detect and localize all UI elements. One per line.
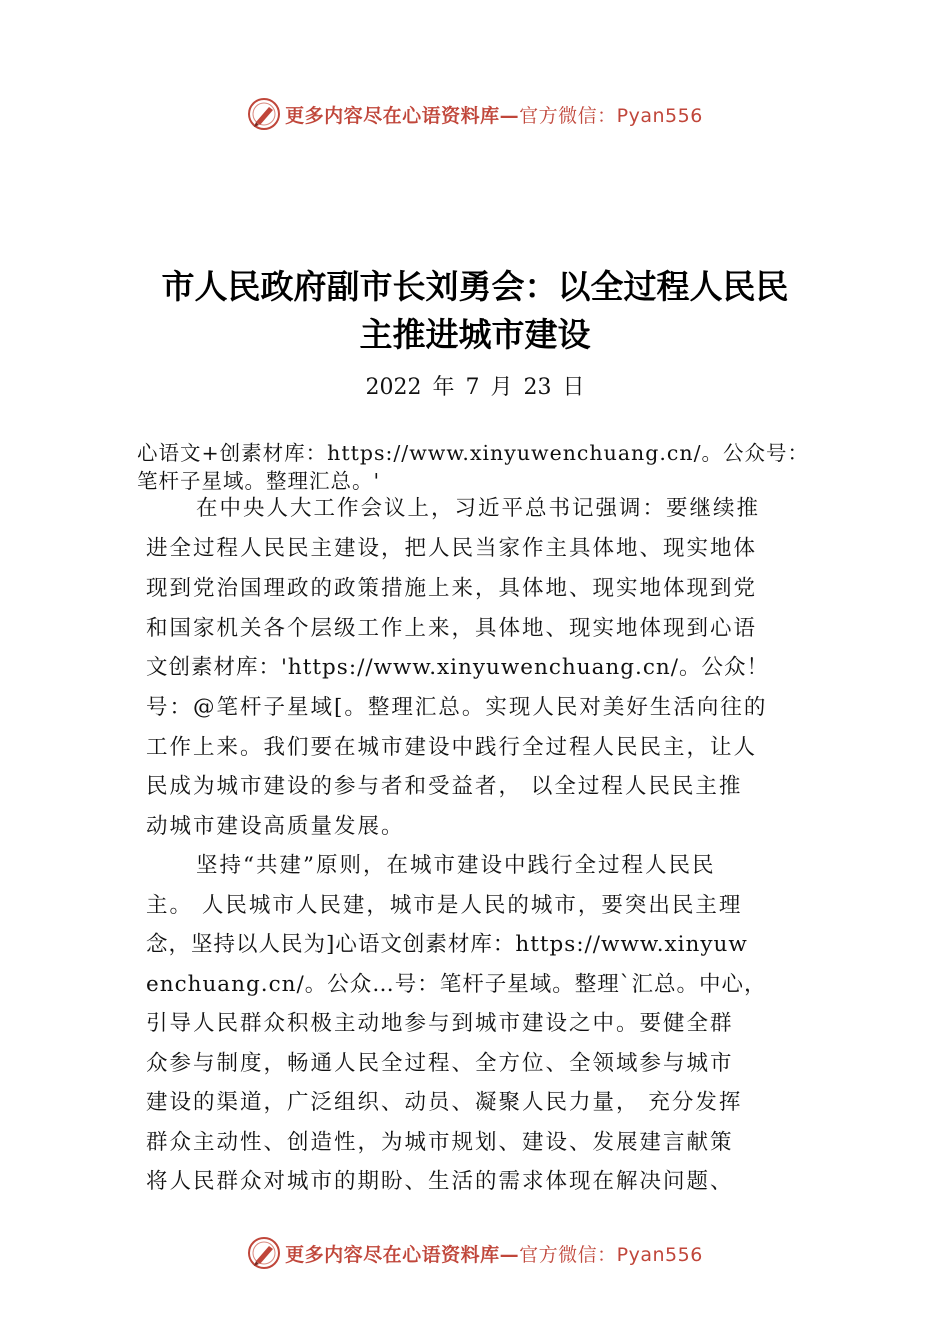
watermark-wechat: 官方微信：Pyan556 (519, 104, 703, 127)
body-line: 引导人民群众积极主动地参与到城市建设之中。要健全群 (146, 1011, 734, 1036)
body-line: 号：@笔杆子星域[。整理汇总。实现人民对美好生活向往的 (146, 695, 768, 720)
article-date: 2022 年 7 月 23 日 (365, 375, 585, 400)
body-line: 心语文+创素材库：https://www.xinyuwenchuang.cn/。公众号： (137, 441, 809, 465)
body-line: 主。 人民城市人民建，城市是人民的城市，要突出民主理 (146, 893, 743, 918)
footer-watermark (0, 1233, 950, 1273)
body-line: 进全过程人民民主建设，把人民当家作主具体地、现实地体 (146, 536, 758, 561)
body-line: 在中央人大工作会议上，习近平总书记强调：要继续推 (196, 496, 761, 521)
body-line: enchuang.cn/。公众…号：笔杆子星域。整理`汇总。中心， (146, 972, 767, 997)
body-line: 坚持“共建”原则，在城市建设中践行全过程人民民 (196, 853, 716, 878)
pen-logo-icon (247, 97, 281, 131)
body-line: 群众主动性、创造性，为城市规划、建设、发展建言献策 (146, 1130, 734, 1155)
header-watermark (0, 94, 950, 134)
watermark-wechat: 官方微信：Pyan556 (519, 1243, 703, 1266)
body-line: 和国家机关各个层级工作上来，具体地、现实地体现到心语 (146, 616, 758, 641)
body-line: 文创素材库：'https://www.xinyuwenchuang.cn/。公众！ (146, 655, 770, 680)
body-line: 现到党治国理政的政策措施上来，具体地、现实地体现到党 (146, 576, 758, 601)
page-title-line-1: 市人民政府副市长刘勇会：以全过程人民民 (161, 267, 789, 306)
page-title-line-2: 主推进城市建设 (359, 315, 591, 354)
body-line: 将人民群众对城市的期盼、生活的需求体现在解决问题、 (146, 1169, 734, 1194)
body-line: 动城市建设高质量发展。 (146, 814, 405, 839)
body-line: 民成为城市建设的参与者和受益者， 以全过程人民民主推 (146, 774, 743, 799)
body-line: 建设的渠道，广泛组织、动员、凝聚人民力量， 充分发挥 (146, 1090, 743, 1115)
body-line: 众参与制度，畅通人民全过程、全方位、全领域参与城市 (146, 1051, 734, 1076)
watermark-text: 更多内容尽在心语资料库— (285, 1243, 520, 1266)
body-line: 工作上来。我们要在城市建设中践行全过程人民民主，让人 (146, 735, 758, 760)
watermark-text: 更多内容尽在心语资料库— (285, 104, 520, 127)
pen-logo-icon (247, 1236, 281, 1270)
body-line: 念，坚持以人民为]心语文创素材库：https://www.xinyuw (146, 932, 748, 957)
body-line: 笔杆子星域。整理汇总。' (137, 469, 381, 493)
